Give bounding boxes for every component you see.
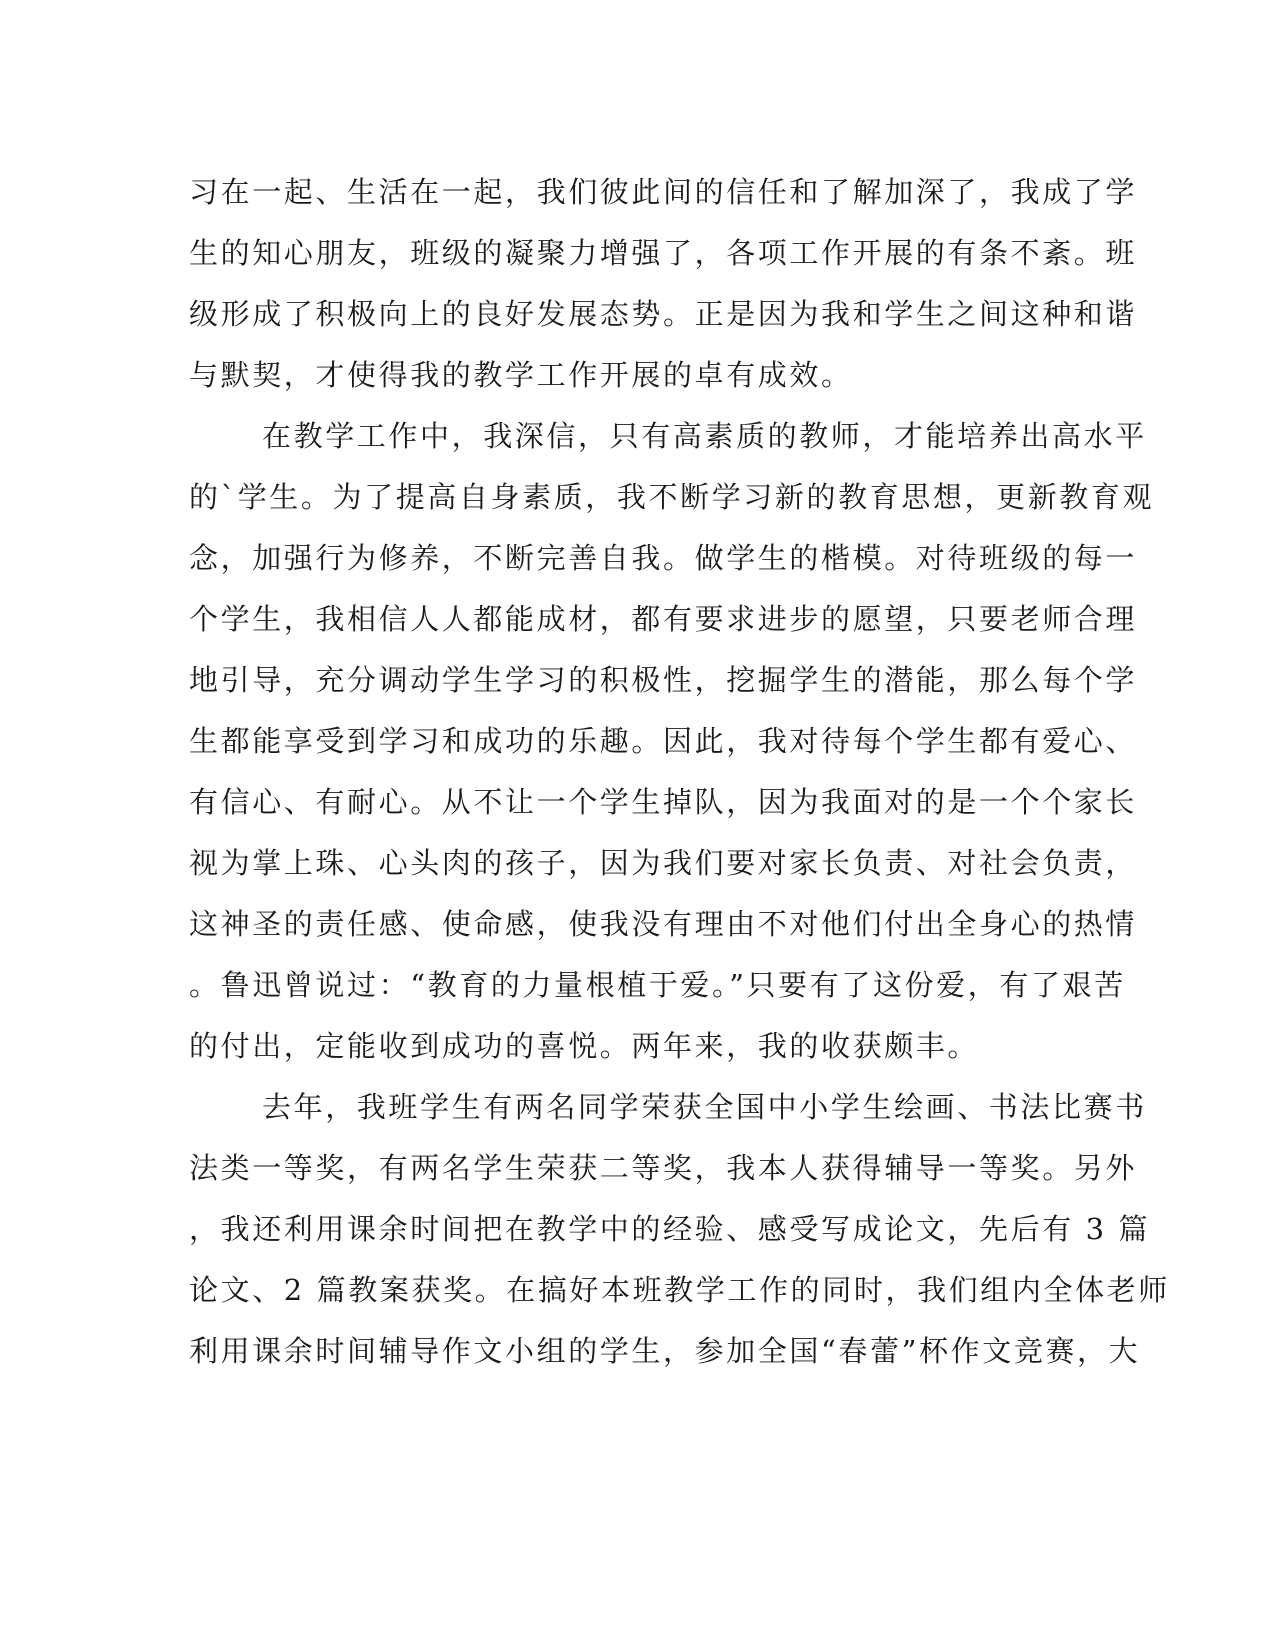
paragraph-line: ，我还利用课余时间把在教学中的经验、感受写成论文，先后有 3 篇 <box>189 1212 1151 1246</box>
paragraph-line: 去年，我班学生有两名同学荣获全国中小学生绘画、书法比赛书 <box>262 1090 1147 1124</box>
paragraph-line: 念，加强行为修养，不断完善自我。做学生的楷模。对待班级的每一 <box>189 541 1138 575</box>
paragraph-line: 习在一起、生活在一起，我们彼此间的信任和了解加深了，我成了学 <box>189 175 1138 209</box>
paragraph-line: 这神圣的责任感、使命感，使我没有理由不对他们付出全身心的热情 <box>189 907 1138 941</box>
paragraph-line: 与默契，才使得我的教学工作开展的卓有成效。 <box>189 358 853 392</box>
paragraph-line: 有信心、有耐心。从不让一个学生掉队，因为我面对的是一个个家长 <box>189 785 1138 819</box>
paragraph-line: 生的知心朋友，班级的凝聚力增强了，各项工作开展的有条不紊。班 <box>189 236 1138 270</box>
paragraph-line: 论文、2 篇教案获奖。在搞好本班教学工作的同时，我们组内全体老师 <box>189 1273 1170 1307</box>
paragraph-line: 级形成了积极向上的良好发展态势。正是因为我和学生之间这种和谐 <box>189 297 1138 331</box>
paragraph-line: 地引导，充分调动学生学习的积极性，挖掘学生的潜能，那么每个学 <box>189 663 1138 697</box>
paragraph-line: 在教学工作中，我深信，只有高素质的教师，才能培养出高水平 <box>262 419 1147 453</box>
paragraph-2 <box>189 406 1155 1077</box>
document-body <box>189 162 1170 1382</box>
paragraph-line: 的付出，定能收到成功的喜悦。两年来，我的收获颇丰。 <box>189 1029 980 1063</box>
paragraph-line: 的`学生。为了提高自身素质，我不断学习新的教育思想，更新教育观 <box>189 480 1155 514</box>
paragraph-line: 利用课余时间辅导作文小组的学生，参加全国“春蕾”杯作文竞赛，大 <box>189 1334 1141 1368</box>
paragraph-line: 视为掌上珠、心头肉的孩子，因为我们要对家长负责、对社会负责， <box>189 846 1138 880</box>
paragraph-line: 。鲁迅曾说过：“教育的力量根植于爱。”只要有了这份爱，有了艰苦 <box>189 968 1126 1002</box>
paragraph-1 <box>189 162 1138 406</box>
paragraph-line: 法类一等奖，有两名学生荣获二等奖，我本人获得辅导一等奖。另外 <box>189 1151 1138 1185</box>
paragraph-line: 个学生，我相信人人都能成材，都有要求进步的愿望，只要老师合理 <box>189 602 1138 636</box>
paragraph-line: 生都能享受到学习和成功的乐趣。因此，我对待每个学生都有爱心、 <box>189 724 1138 758</box>
paragraph-3 <box>189 1077 1170 1382</box>
